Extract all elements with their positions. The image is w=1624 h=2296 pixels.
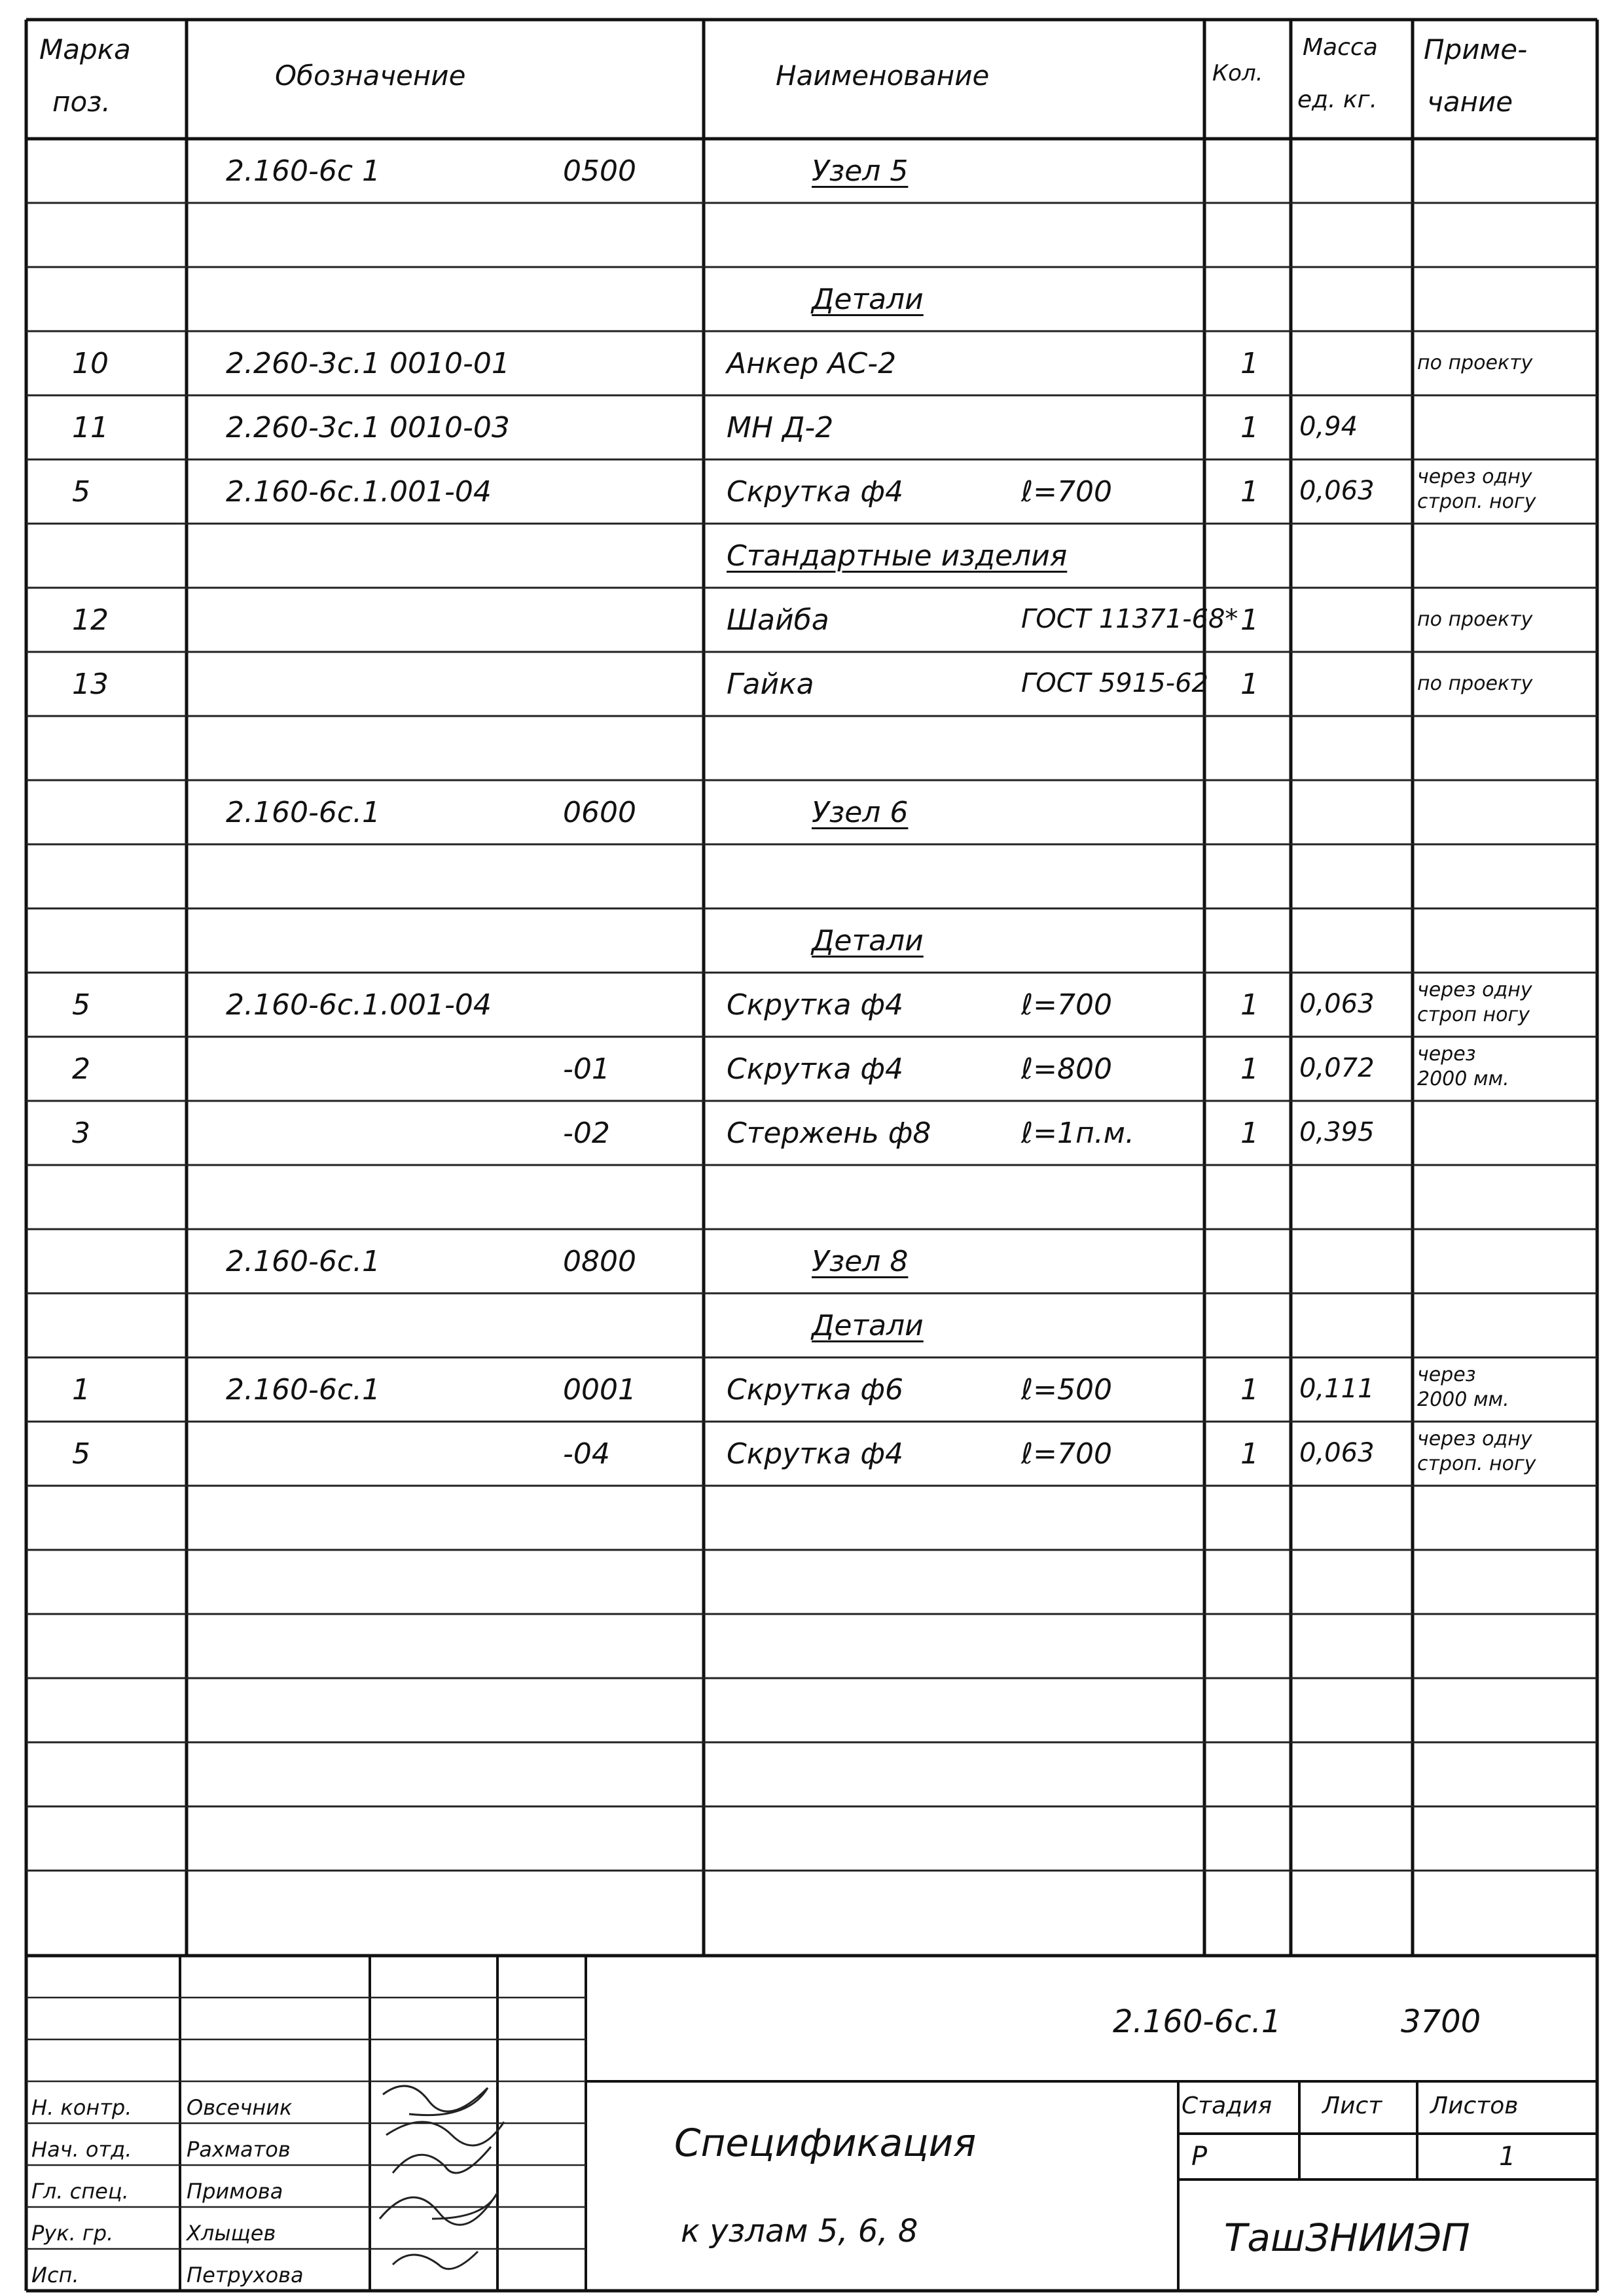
row-name: Скрутка ф4 (727, 988, 904, 1022)
row-designation-code: -02 (563, 1117, 610, 1150)
row-name: Скрутка ф4 (727, 1437, 904, 1471)
header-note-label: Приме- (1424, 33, 1528, 65)
row-note: по проекту (1417, 672, 1533, 695)
row-name-length: ℓ=700 (1021, 1437, 1113, 1471)
sheets-header: Листов (1430, 2092, 1519, 2119)
signer-role: Рук. гр. (31, 2221, 114, 2246)
sheets-value: 1 (1499, 2142, 1516, 2172)
row-name: Скрутка ф4 (727, 1052, 904, 1086)
row-note-2: строп. ногу (1417, 490, 1536, 513)
row-name-length: ℓ=1п.м. (1021, 1117, 1134, 1150)
row-name: Анкер АС-2 (727, 347, 897, 380)
row-name-length: ГОСТ 5915-62 (1021, 668, 1208, 698)
row-name: Скрутка ф4 (727, 475, 904, 509)
row-qty: 1 (1240, 603, 1259, 637)
row-note: через одну (1417, 978, 1532, 1001)
row-designation: 2.160-6с.1 (226, 796, 381, 829)
header-designation-label: Обозначение (275, 60, 466, 92)
row-designation-code: -01 (563, 1052, 610, 1086)
row-note-2: 2000 мм. (1417, 1067, 1509, 1090)
row-qty: 1 (1240, 988, 1259, 1022)
row-qty: 1 (1240, 1373, 1259, 1407)
row-note: через (1417, 1363, 1476, 1386)
row-name: Детали (812, 283, 924, 316)
row-name-length: ℓ=700 (1021, 988, 1113, 1022)
row-note-2: строп ногу (1417, 1003, 1530, 1026)
row-name-length: ℓ=500 (1021, 1373, 1113, 1407)
row-note: по проекту (1417, 608, 1533, 631)
stage-header: Стадия (1182, 2092, 1272, 2119)
row-mass: 0,072 (1299, 1053, 1375, 1083)
organization-name: ТашЗНИИЭП (1224, 2215, 1470, 2260)
row-mark: 5 (72, 1437, 90, 1471)
row-note: через одну (1417, 1427, 1532, 1450)
row-name: МН Д-2 (727, 411, 834, 444)
row-note-2: 2000 мм. (1417, 1388, 1509, 1411)
row-mark: 1 (72, 1373, 90, 1407)
row-mark: 5 (72, 988, 90, 1022)
row-qty: 1 (1240, 347, 1259, 380)
row-mark: 2 (72, 1052, 90, 1086)
header-mass-label: Масса (1303, 34, 1378, 61)
doc-title: Спецификация (674, 2121, 977, 2165)
doc-subtitle: к узлам 5, 6, 8 (681, 2213, 918, 2250)
row-mark: 13 (72, 668, 109, 701)
row-note: через одну (1417, 465, 1532, 488)
row-qty: 1 (1240, 1437, 1259, 1471)
sheet-header: Лист (1322, 2092, 1382, 2119)
row-designation: 2.160-6с.1 (226, 1245, 381, 1278)
row-mark: 10 (72, 347, 109, 380)
signer-role: Гл. спец. (31, 2179, 129, 2204)
signer-name: Хлыщев (187, 2221, 276, 2246)
signer-role: Н. контр. (31, 2095, 132, 2120)
row-mark: 12 (72, 603, 109, 637)
row-designation: 2.160-6с 1 (226, 154, 381, 188)
row-designation: 2.260-3с.1 0010-01 (226, 347, 510, 380)
row-name: Узел 8 (812, 1245, 909, 1278)
row-name-length: ГОСТ 11371-68* (1021, 604, 1238, 634)
row-name: Детали (812, 1309, 924, 1342)
row-mass: 0,063 (1299, 1438, 1375, 1468)
header-note-label-2: чание (1427, 86, 1513, 118)
row-designation-code: 0001 (563, 1373, 636, 1407)
row-qty: 1 (1240, 475, 1259, 509)
row-qty: 1 (1240, 668, 1259, 701)
row-name: Детали (812, 924, 924, 958)
row-designation: 2.160-6с.1.001-04 (226, 475, 492, 509)
header-mass-unit-label: ед. кг. (1297, 86, 1378, 113)
row-qty: 1 (1240, 1052, 1259, 1086)
doc-number: 3700 (1401, 2003, 1481, 2040)
signer-role: Нач. отд. (31, 2137, 132, 2162)
row-name-length: ℓ=800 (1021, 1052, 1113, 1086)
signer-name: Примова (187, 2179, 283, 2204)
row-note: по проекту (1417, 351, 1533, 374)
row-mark: 11 (72, 411, 109, 444)
header-pos-label: поз. (52, 86, 111, 118)
row-qty: 1 (1240, 411, 1259, 444)
row-name-length: ℓ=700 (1021, 475, 1113, 509)
doc-code: 2.160-6с.1 (1113, 2003, 1282, 2040)
header-name-label: Наименование (776, 60, 990, 92)
row-note-2: строп. ногу (1417, 1452, 1536, 1475)
header-mark-label: Марка (39, 33, 131, 65)
row-name: Узел 6 (812, 796, 909, 829)
row-designation-code: 0500 (563, 154, 636, 188)
row-qty: 1 (1240, 1117, 1259, 1150)
signer-name: Овсечник (187, 2095, 293, 2120)
signer-name: Рахматов (187, 2137, 291, 2162)
row-note: через (1417, 1043, 1476, 1066)
row-designation-code: 0600 (563, 796, 636, 829)
row-mass: 0,94 (1299, 412, 1358, 442)
row-mass: 0,111 (1299, 1374, 1375, 1404)
row-name: Узел 5 (812, 154, 909, 188)
header-qty-label: Кол. (1212, 60, 1263, 86)
row-name: Скрутка ф6 (727, 1373, 904, 1407)
signer-name: Петрухова (187, 2263, 304, 2287)
row-designation-code: 0800 (563, 1245, 636, 1278)
row-designation-code: -04 (563, 1437, 610, 1471)
signer-role: Исп. (31, 2263, 79, 2287)
row-mass: 0,395 (1299, 1117, 1375, 1147)
stage-value: Р (1191, 2142, 1208, 2172)
row-name: Шайба (727, 603, 829, 637)
row-designation: 2.160-6с.1 (226, 1373, 381, 1407)
signatures (380, 2086, 504, 2269)
row-name: Стандартные изделия (727, 539, 1068, 573)
row-name: Стержень ф8 (727, 1117, 931, 1150)
row-designation: 2.260-3с.1 0010-03 (226, 411, 510, 444)
row-mass: 0,063 (1299, 476, 1375, 506)
row-designation: 2.160-6с.1.001-04 (226, 988, 492, 1022)
row-name: Гайка (727, 668, 814, 701)
row-mark: 3 (72, 1117, 90, 1150)
row-mark: 5 (72, 475, 90, 509)
row-mass: 0,063 (1299, 989, 1375, 1019)
